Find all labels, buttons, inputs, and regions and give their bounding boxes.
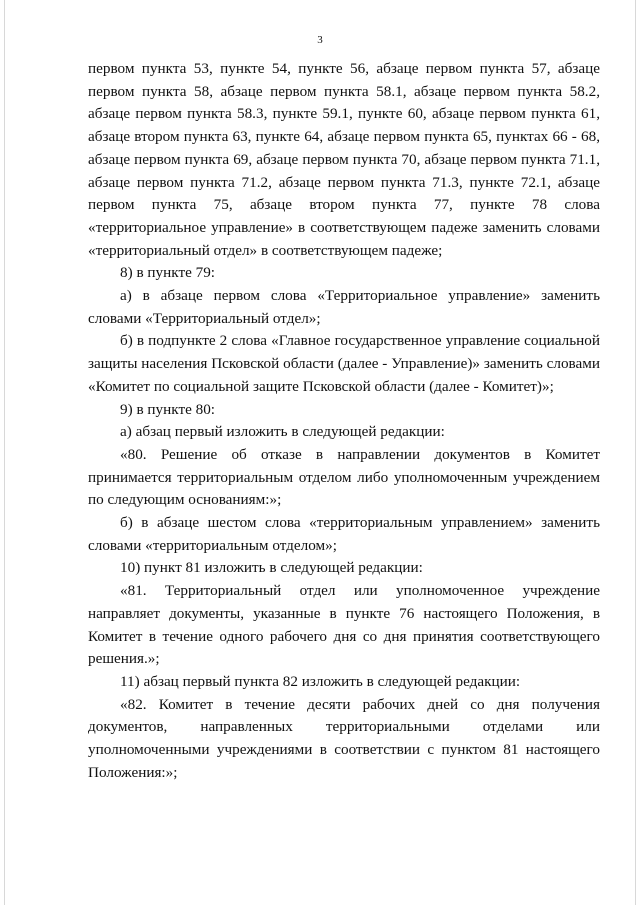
- paragraph-8: б) в абзаце шестом слова «территориальным управлением» заменить словами «территориальным отделом»;: [88, 514, 600, 554]
- paragraph-2: 8) в пункте 79:: [120, 264, 216, 282]
- paragraph-12: «82. Комитет в течение десяти рабочих дней со дня получения документов, направленных территориальными отделами или уполномоченными учреждениями в соответствии с пунктом 81 настоящего Положения:»;: [88, 695, 600, 781]
- paragraph-5: 9) в пункте 80:: [120, 400, 216, 418]
- paragraph-4: б) в подпункте 2 слова «Главное государственное управление социальной защиты населения Псковской области (далее - Управление)» заменить словами «Комитет по социальной защите Псковской области (далее - Комитет)»;: [88, 332, 600, 395]
- document-body: [88, 58, 600, 785]
- paragraph-10: «81. Территориальный отдел или уполномоченное учреждение направляет документы, указанные в пункте 76 настоящего Положения, в Комитет в течение одного рабочего дня со дня принятия соответствующего решения.»;: [88, 582, 600, 668]
- paragraph-1: первом пункта 53, пункте 54, пункте 56, абзаце первом пункта 57, абзаце первом пункта 58, абзаце первом пункта 58.1, абзаце первом пункта 58.2, абзаце первом пункта 58.3, пункте 59.1, пункте 60, абзаце первом пункта 61, абзаце втором пункта 63, пункте 64, абзаце первом пункта 65, пунктах 66 - 68, абзаце первом пункта 69, абзаце первом пункта 70, абзаце первом пункта 71.1, абзаце первом пункта 71.2, абзаце первом пункта 71.3, пункте 72.1, абзаце первом пункта 75, абзаце втором пункта 77, пункте 78 слова «территориальное управление» в соответствующем падеже заменить словами «территориальный отдел» в соответствующем падеже;: [88, 60, 600, 259]
- paragraph-11: 11) абзац первый пункта 82 изложить в следующей редакции:: [120, 672, 521, 690]
- paragraph-9: 10) пункт 81 изложить в следующей редакции:: [120, 559, 423, 577]
- page-edge-right: [635, 0, 636, 905]
- paragraph-3: а) в абзаце первом слова «Территориальное управление» заменить словами «Территориальный отдел»;: [88, 287, 600, 327]
- paragraph-6: а) абзац первый изложить в следующей редакции:: [120, 423, 445, 441]
- paragraph-7: «80. Решение об отказе в направлении документов в Комитет принимается территориальным отделом либо уполномоченным учреждением по следующим основаниям:»;: [88, 445, 600, 509]
- page-number: 3: [317, 34, 323, 46]
- page-edge-left: [4, 0, 5, 905]
